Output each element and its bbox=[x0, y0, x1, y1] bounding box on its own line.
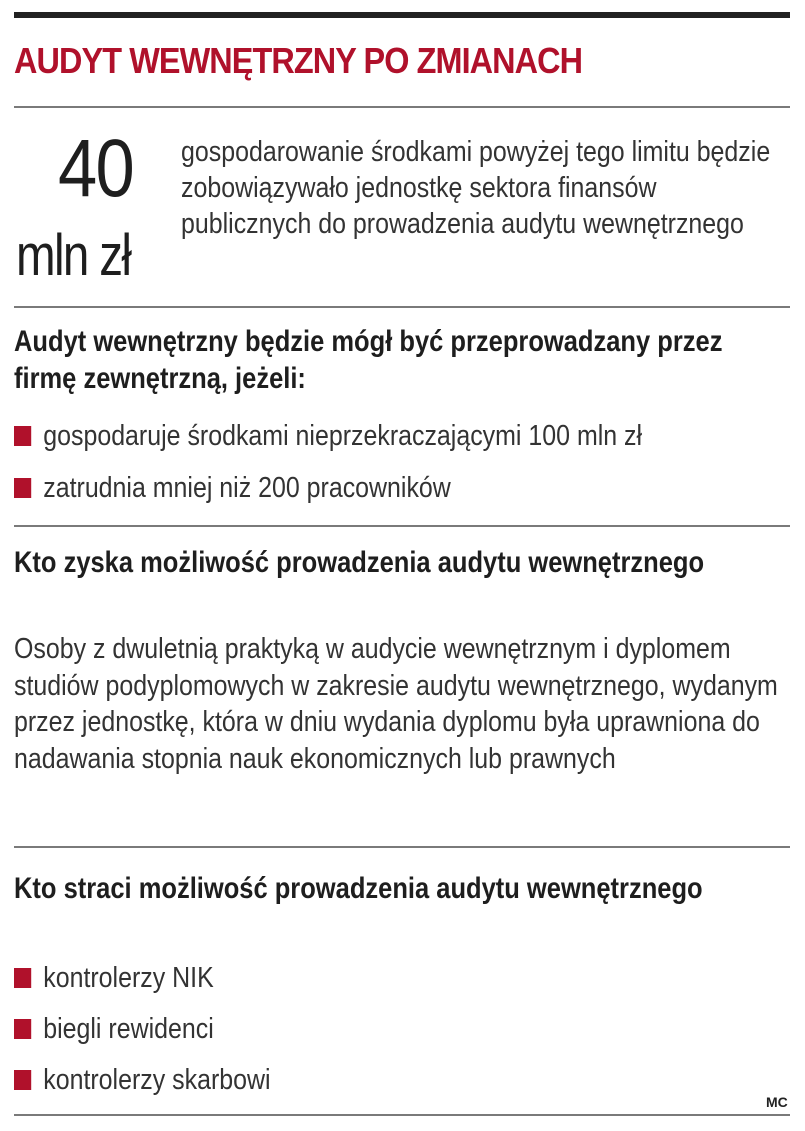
red-square-icon bbox=[14, 1019, 31, 1039]
gain-heading: Kto zyska możliwość prowadzenia audytu wewnętrznego bbox=[14, 546, 705, 579]
red-square-icon bbox=[14, 478, 31, 498]
top-rule bbox=[14, 12, 790, 18]
divider bbox=[14, 106, 790, 108]
list-item bbox=[14, 418, 642, 454]
list-item-label: biegli rewidenci bbox=[43, 1013, 214, 1045]
bottom-rule bbox=[14, 1114, 790, 1116]
list-item-label: kontrolerzy skarbowi bbox=[43, 1064, 271, 1096]
list-item bbox=[14, 1011, 214, 1047]
divider bbox=[14, 846, 790, 848]
red-square-icon bbox=[14, 426, 31, 446]
list-item bbox=[14, 960, 214, 996]
list-item-label: zatrudnia mniej niż 200 pracowników bbox=[43, 472, 451, 504]
gain-text: Osoby z dwuletnią praktyką w audycie wewnętrznym i dyplomem studiów podyplomowych w zakresie audytu wewnętrznego, wydanym przez jednostkę, która w dniu wydania dyplomu była uprawniona do nadawania stopnia nauk ekonomicznych lub prawnych bbox=[14, 633, 778, 775]
list-item bbox=[14, 470, 451, 506]
list-item bbox=[14, 1062, 271, 1098]
credit: MC bbox=[766, 1094, 788, 1110]
red-square-icon bbox=[14, 968, 31, 988]
highlight-unit: mln zł bbox=[16, 223, 131, 288]
lose-heading: Kto straci możliwość prowadzenia audytu wewnętrznego bbox=[14, 872, 703, 905]
infographic-title: AUDYT WEWNĘTRZNY PO ZMIANACH bbox=[14, 40, 583, 81]
red-square-icon bbox=[14, 1070, 31, 1090]
highlight-description: gospodarowanie środkami powyżej tego limitu będzie zobowiązywało jednostkę sektora finansów publicznych do prowadzenia audytu wewnętrznego bbox=[181, 136, 771, 240]
list-item-label: gospodaruje środkami nieprzekraczającymi 100 mln zł bbox=[43, 420, 643, 452]
divider bbox=[14, 306, 790, 308]
infographic bbox=[14, 0, 790, 1131]
list-item-label: kontrolerzy NIK bbox=[43, 962, 214, 994]
outsourcing-heading: Audyt wewnętrzny będzie mógł być przeprowadzany przez firmę zewnętrzną, jeżeli: bbox=[14, 325, 723, 395]
highlight-number: 40 bbox=[58, 123, 134, 214]
divider bbox=[14, 525, 790, 527]
